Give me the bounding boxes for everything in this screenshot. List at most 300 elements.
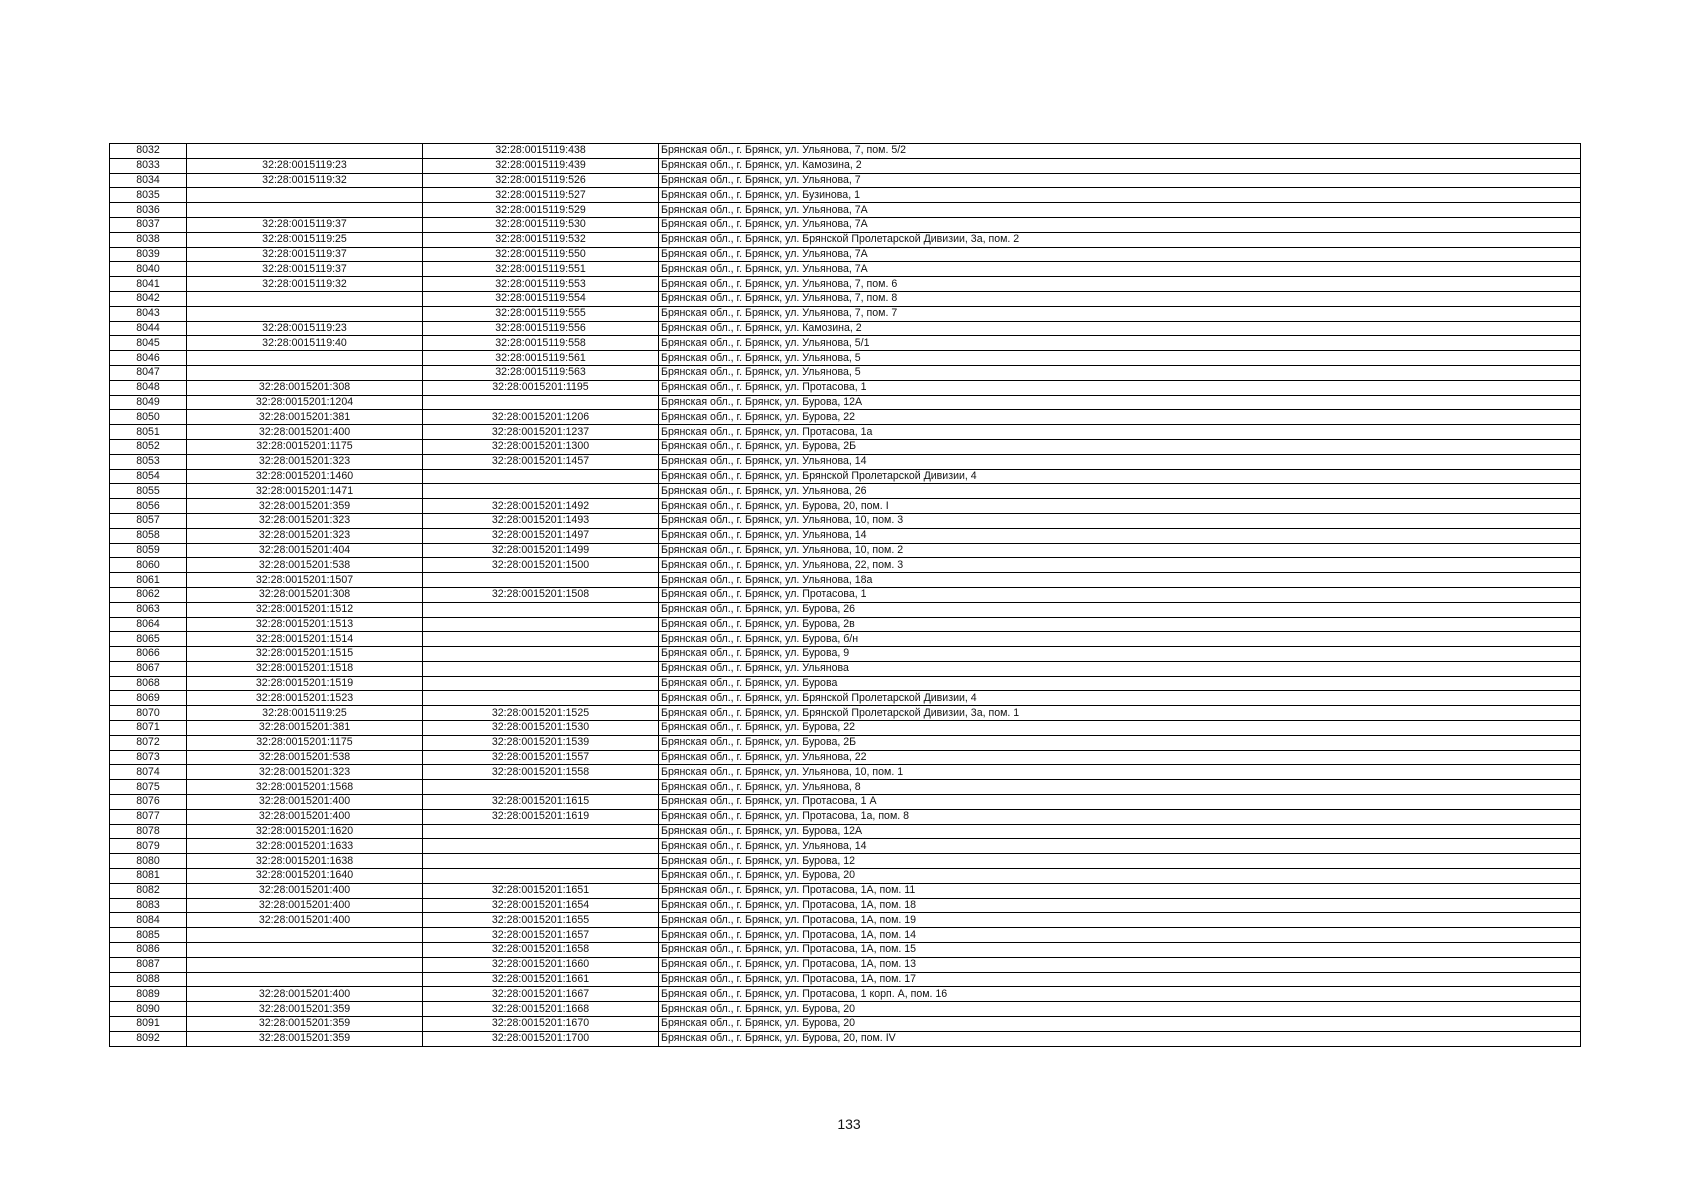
table-row (110, 528, 1581, 543)
cadastral-number-cell: 32:28:0015119:554 (423, 291, 659, 306)
address-cell: Брянская обл., г. Брянск, ул. Бурова, 22 (659, 410, 1581, 425)
table-row (110, 232, 1581, 247)
address-cell: Брянская обл., г. Брянск, ул. Бурова, 20 (659, 1002, 1581, 1017)
row-number-cell: 8080 (110, 854, 187, 869)
cadastral-number-cell: 32:28:0015201:1237 (423, 425, 659, 440)
address-cell: Брянская обл., г. Брянск, ул. Брянской Пролетарской Дивизии, 3а, пом. 1 (659, 706, 1581, 721)
address-cell: Брянская обл., г. Брянск, ул. Бурова, 12А (659, 824, 1581, 839)
table-row (110, 913, 1581, 928)
address-cell: Брянская обл., г. Брянск, ул. Протасова, 1 А (659, 795, 1581, 810)
parent-cadastral-number-cell: 32:28:0015201:404 (187, 543, 423, 558)
cadastral-number-cell: 32:28:0015119:561 (423, 351, 659, 366)
table-row (110, 513, 1581, 528)
address-cell: Брянская обл., г. Брянск, ул. Бурова, 12А (659, 395, 1581, 410)
parent-cadastral-number-cell: 32:28:0015201:400 (187, 883, 423, 898)
table-row (110, 898, 1581, 913)
parent-cadastral-number-cell: 32:28:0015201:323 (187, 454, 423, 469)
table-row (110, 957, 1581, 972)
parent-cadastral-number-cell (187, 957, 423, 972)
parent-cadastral-number-cell (187, 188, 423, 203)
table-row (110, 469, 1581, 484)
table-row (110, 795, 1581, 810)
table-row (110, 395, 1581, 410)
cadastral-number-cell: 32:28:0015201:1492 (423, 499, 659, 514)
address-cell: Брянская обл., г. Брянск, ул. Протасова, 1 (659, 380, 1581, 395)
parent-cadastral-number-cell: 32:28:0015201:359 (187, 1031, 423, 1046)
address-cell: Брянская обл., г. Брянск, ул. Протасова, 1А, пом. 18 (659, 898, 1581, 913)
row-number-cell: 8058 (110, 528, 187, 543)
cadastral-number-cell: 32:28:0015201:1557 (423, 750, 659, 765)
table-row (110, 1017, 1581, 1032)
row-number-cell: 8061 (110, 573, 187, 588)
address-cell: Брянская обл., г. Брянск, ул. Бурова, 2в (659, 617, 1581, 632)
parent-cadastral-number-cell: 32:28:0015201:1513 (187, 617, 423, 632)
table-row (110, 824, 1581, 839)
table-row (110, 883, 1581, 898)
parent-cadastral-number-cell: 32:28:0015201:1523 (187, 691, 423, 706)
page-number: 133 (837, 1116, 861, 1132)
address-cell: Брянская обл., г. Брянск, ул. Ульянова, 7, пом. 5/2 (659, 144, 1581, 159)
parent-cadastral-number-cell (187, 943, 423, 958)
cadastral-number-cell: 32:28:0015201:1658 (423, 943, 659, 958)
cadastral-number-cell: 32:28:0015201:1525 (423, 706, 659, 721)
cadastral-number-cell: 32:28:0015201:1499 (423, 543, 659, 558)
row-number-cell: 8053 (110, 454, 187, 469)
cadastral-number-cell (423, 395, 659, 410)
row-number-cell: 8056 (110, 499, 187, 514)
cadastral-number-cell (423, 469, 659, 484)
row-number-cell: 8070 (110, 706, 187, 721)
row-number-cell: 8089 (110, 987, 187, 1002)
parent-cadastral-number-cell (187, 365, 423, 380)
parent-cadastral-number-cell: 32:28:0015119:25 (187, 706, 423, 721)
table-row (110, 706, 1581, 721)
cadastral-number-cell: 32:28:0015201:1651 (423, 883, 659, 898)
address-cell: Брянская обл., г. Брянск, ул. Бурова, 12 (659, 854, 1581, 869)
row-number-cell: 8049 (110, 395, 187, 410)
address-cell: Брянская обл., г. Брянск, ул. Ульянова, 7А (659, 217, 1581, 232)
parent-cadastral-number-cell: 32:28:0015119:32 (187, 277, 423, 292)
address-cell: Брянская обл., г. Брянск, ул. Ульянова, 8 (659, 780, 1581, 795)
parent-cadastral-number-cell: 32:28:0015201:1633 (187, 839, 423, 854)
table-row (110, 365, 1581, 380)
row-number-cell: 8052 (110, 439, 187, 454)
row-number-cell: 8087 (110, 957, 187, 972)
address-cell: Брянская обл., г. Брянск, ул. Бурова, 20, пом. I (659, 499, 1581, 514)
parent-cadastral-number-cell (187, 291, 423, 306)
row-number-cell: 8040 (110, 262, 187, 277)
cadastral-number-cell: 32:28:0015119:530 (423, 217, 659, 232)
row-number-cell: 8042 (110, 291, 187, 306)
table-row (110, 602, 1581, 617)
parent-cadastral-number-cell: 32:28:0015201:1518 (187, 661, 423, 676)
table-row (110, 972, 1581, 987)
parent-cadastral-number-cell: 32:28:0015201:323 (187, 528, 423, 543)
cadastral-number-cell: 32:28:0015119:439 (423, 158, 659, 173)
address-cell: Брянская обл., г. Брянск, ул. Бурова, б/н (659, 632, 1581, 647)
table-row (110, 587, 1581, 602)
row-number-cell: 8069 (110, 691, 187, 706)
parent-cadastral-number-cell: 32:28:0015119:37 (187, 217, 423, 232)
address-cell: Брянская обл., г. Брянск, ул. Бурова, 20 (659, 1017, 1581, 1032)
parent-cadastral-number-cell: 32:28:0015201:400 (187, 795, 423, 810)
parent-cadastral-number-cell: 32:28:0015201:400 (187, 987, 423, 1002)
row-number-cell: 8068 (110, 676, 187, 691)
cadastral-number-cell: 32:28:0015201:1657 (423, 928, 659, 943)
row-number-cell: 8034 (110, 173, 187, 188)
row-number-cell: 8082 (110, 883, 187, 898)
address-cell: Брянская обл., г. Брянск, ул. Протасова, 1 (659, 587, 1581, 602)
table-row (110, 380, 1581, 395)
table-row (110, 351, 1581, 366)
parent-cadastral-number-cell: 32:28:0015201:1640 (187, 869, 423, 884)
address-cell: Брянская обл., г. Брянск, ул. Ульянова, 7, пом. 7 (659, 306, 1581, 321)
row-number-cell: 8078 (110, 824, 187, 839)
table-row (110, 484, 1581, 499)
row-number-cell: 8065 (110, 632, 187, 647)
address-cell: Брянская обл., г. Брянск, ул. Бурова, 9 (659, 647, 1581, 662)
table-row (110, 632, 1581, 647)
cadastral-number-cell: 32:28:0015201:1497 (423, 528, 659, 543)
address-cell: Брянская обл., г. Брянск, ул. Ульянова, 14 (659, 839, 1581, 854)
parent-cadastral-number-cell (187, 306, 423, 321)
parent-cadastral-number-cell: 32:28:0015119:37 (187, 247, 423, 262)
address-cell: Брянская обл., г. Брянск, ул. Протасова, 1А, пом. 13 (659, 957, 1581, 972)
table-row (110, 1031, 1581, 1046)
cadastral-number-cell: 32:28:0015119:550 (423, 247, 659, 262)
parent-cadastral-number-cell: 32:28:0015201:1460 (187, 469, 423, 484)
parent-cadastral-number-cell: 32:28:0015201:1620 (187, 824, 423, 839)
cadastral-number-cell (423, 661, 659, 676)
cadastral-number-cell (423, 676, 659, 691)
address-cell: Брянская обл., г. Брянск, ул. Бурова, 2Б (659, 439, 1581, 454)
cadastral-number-cell (423, 632, 659, 647)
cadastral-number-cell: 32:28:0015119:532 (423, 232, 659, 247)
cadastral-number-cell: 32:28:0015119:553 (423, 277, 659, 292)
address-cell: Брянская обл., г. Брянск, ул. Ульянова, 5 (659, 365, 1581, 380)
row-number-cell: 8091 (110, 1017, 187, 1032)
row-number-cell: 8077 (110, 809, 187, 824)
cadastral-number-cell: 32:28:0015201:1655 (423, 913, 659, 928)
table-row (110, 291, 1581, 306)
address-cell: Брянская обл., г. Брянск, ул. Бурова (659, 676, 1581, 691)
row-number-cell: 8076 (110, 795, 187, 810)
row-number-cell: 8041 (110, 277, 187, 292)
parent-cadastral-number-cell: 32:28:0015201:1514 (187, 632, 423, 647)
row-number-cell: 8066 (110, 647, 187, 662)
row-number-cell: 8033 (110, 158, 187, 173)
table-row (110, 336, 1581, 351)
cadastral-number-cell: 32:28:0015119:558 (423, 336, 659, 351)
cadastral-number-cell: 32:28:0015119:529 (423, 203, 659, 218)
table-row (110, 750, 1581, 765)
table-row (110, 499, 1581, 514)
cadastral-number-cell: 32:28:0015119:551 (423, 262, 659, 277)
parent-cadastral-number-cell: 32:28:0015201:1471 (187, 484, 423, 499)
address-cell: Брянская обл., г. Брянск, ул. Брянской Пролетарской Дивизии, 4 (659, 469, 1581, 484)
table-row (110, 735, 1581, 750)
cadastral-number-cell: 32:28:0015119:438 (423, 144, 659, 159)
cadastral-number-cell (423, 839, 659, 854)
parent-cadastral-number-cell (187, 203, 423, 218)
table-row (110, 854, 1581, 869)
address-cell: Брянская обл., г. Брянск, ул. Ульянова, 22, пом. 3 (659, 558, 1581, 573)
parent-cadastral-number-cell (187, 928, 423, 943)
address-cell: Брянская обл., г. Брянск, ул. Ульянова, 10, пом. 1 (659, 765, 1581, 780)
parent-cadastral-number-cell: 32:28:0015201:381 (187, 410, 423, 425)
parent-cadastral-number-cell: 32:28:0015201:1638 (187, 854, 423, 869)
table-row (110, 573, 1581, 588)
address-cell: Брянская обл., г. Брянск, ул. Протасова, 1А, пом. 11 (659, 883, 1581, 898)
cadastral-number-cell: 32:28:0015201:1654 (423, 898, 659, 913)
parent-cadastral-number-cell: 32:28:0015201:359 (187, 1002, 423, 1017)
cadastral-number-cell: 32:28:0015201:1206 (423, 410, 659, 425)
parent-cadastral-number-cell: 32:28:0015201:1175 (187, 735, 423, 750)
table-row (110, 277, 1581, 292)
table-row (110, 647, 1581, 662)
parent-cadastral-number-cell (187, 144, 423, 159)
table-row (110, 661, 1581, 676)
cadastral-number-cell: 32:28:0015201:1457 (423, 454, 659, 469)
table-row (110, 454, 1581, 469)
row-number-cell: 8055 (110, 484, 187, 499)
cadastral-number-cell (423, 617, 659, 632)
address-cell: Брянская обл., г. Брянск, ул. Камозина, 2 (659, 158, 1581, 173)
parent-cadastral-number-cell: 32:28:0015201:400 (187, 425, 423, 440)
cadastral-number-cell (423, 484, 659, 499)
row-number-cell: 8090 (110, 1002, 187, 1017)
row-number-cell: 8083 (110, 898, 187, 913)
address-cell: Брянская обл., г. Брянск, ул. Бурова, 20 (659, 869, 1581, 884)
row-number-cell: 8074 (110, 765, 187, 780)
parent-cadastral-number-cell: 32:28:0015201:1515 (187, 647, 423, 662)
parent-cadastral-number-cell: 32:28:0015201:538 (187, 750, 423, 765)
parent-cadastral-number-cell: 32:28:0015201:381 (187, 721, 423, 736)
row-number-cell: 8059 (110, 543, 187, 558)
row-number-cell: 8045 (110, 336, 187, 351)
cadastral-number-cell: 32:28:0015119:555 (423, 306, 659, 321)
parent-cadastral-number-cell: 32:28:0015201:538 (187, 558, 423, 573)
address-cell: Брянская обл., г. Брянск, ул. Брянской Пролетарской Дивизии, 3а, пом. 2 (659, 232, 1581, 247)
row-number-cell: 8043 (110, 306, 187, 321)
cadastral-number-cell: 32:28:0015119:527 (423, 188, 659, 203)
cadastral-number-cell: 32:28:0015201:1615 (423, 795, 659, 810)
cadastral-number-cell: 32:28:0015119:556 (423, 321, 659, 336)
row-number-cell: 8071 (110, 721, 187, 736)
cadastral-number-cell: 32:28:0015201:1667 (423, 987, 659, 1002)
parent-cadastral-number-cell: 32:28:0015119:40 (187, 336, 423, 351)
cadastral-number-cell: 32:28:0015119:563 (423, 365, 659, 380)
row-number-cell: 8062 (110, 587, 187, 602)
cadastral-number-cell: 32:28:0015201:1500 (423, 558, 659, 573)
parent-cadastral-number-cell: 32:28:0015201:308 (187, 587, 423, 602)
parent-cadastral-number-cell: 32:28:0015201:1204 (187, 395, 423, 410)
table-row (110, 617, 1581, 632)
table-row (110, 780, 1581, 795)
row-number-cell: 8081 (110, 869, 187, 884)
cadastral-number-cell: 32:28:0015201:1195 (423, 380, 659, 395)
cadastral-number-cell: 32:28:0015201:1700 (423, 1031, 659, 1046)
table-row (110, 439, 1581, 454)
parent-cadastral-number-cell: 32:28:0015201:308 (187, 380, 423, 395)
parent-cadastral-number-cell: 32:28:0015119:25 (187, 232, 423, 247)
table-row (110, 928, 1581, 943)
cadastral-number-cell: 32:28:0015201:1493 (423, 513, 659, 528)
row-number-cell: 8057 (110, 513, 187, 528)
address-cell: Брянская обл., г. Брянск, ул. Протасова, 1 корп. А, пом. 16 (659, 987, 1581, 1002)
cadastral-number-cell: 32:28:0015201:1660 (423, 957, 659, 972)
table-row (110, 158, 1581, 173)
address-cell: Брянская обл., г. Брянск, ул. Ульянова, 14 (659, 528, 1581, 543)
row-number-cell: 8037 (110, 217, 187, 232)
cadastral-number-cell: 32:28:0015201:1619 (423, 809, 659, 824)
row-number-cell: 8044 (110, 321, 187, 336)
cadastral-number-cell: 32:28:0015201:1668 (423, 1002, 659, 1017)
parent-cadastral-number-cell: 32:28:0015201:400 (187, 809, 423, 824)
address-cell: Брянская обл., г. Брянск, ул. Ульянова, 7, пом. 6 (659, 277, 1581, 292)
parent-cadastral-number-cell: 32:28:0015201:400 (187, 913, 423, 928)
address-cell: Брянская обл., г. Брянск, ул. Ульянова, 10, пом. 2 (659, 543, 1581, 558)
table-row (110, 765, 1581, 780)
address-cell: Брянская обл., г. Брянск, ул. Ульянова, 18а (659, 573, 1581, 588)
registry-table-body (110, 144, 1581, 1047)
cadastral-number-cell (423, 602, 659, 617)
row-number-cell: 8085 (110, 928, 187, 943)
address-cell: Брянская обл., г. Брянск, ул. Протасова, 1а (659, 425, 1581, 440)
address-cell: Брянская обл., г. Брянск, ул. Ульянова, 5 (659, 351, 1581, 366)
address-cell: Брянская обл., г. Брянск, ул. Протасова, 1А, пом. 19 (659, 913, 1581, 928)
parent-cadastral-number-cell: 32:28:0015201:359 (187, 1017, 423, 1032)
row-number-cell: 8088 (110, 972, 187, 987)
table-row (110, 543, 1581, 558)
table-row (110, 943, 1581, 958)
address-cell: Брянская обл., г. Брянск, ул. Бурова, 22 (659, 721, 1581, 736)
registry-table (109, 143, 1581, 1047)
table-row (110, 839, 1581, 854)
address-cell: Брянская обл., г. Брянск, ул. Протасова, 1А, пом. 15 (659, 943, 1581, 958)
parent-cadastral-number-cell: 32:28:0015119:37 (187, 262, 423, 277)
row-number-cell: 8079 (110, 839, 187, 854)
row-number-cell: 8047 (110, 365, 187, 380)
address-cell: Брянская обл., г. Брянск, ул. Бурова, 26 (659, 602, 1581, 617)
parent-cadastral-number-cell: 32:28:0015201:1512 (187, 602, 423, 617)
row-number-cell: 8032 (110, 144, 187, 159)
row-number-cell: 8073 (110, 750, 187, 765)
address-cell: Брянская обл., г. Брянск, ул. Брянской Пролетарской Дивизии, 4 (659, 691, 1581, 706)
table-row (110, 321, 1581, 336)
parent-cadastral-number-cell: 32:28:0015201:323 (187, 765, 423, 780)
table-row (110, 247, 1581, 262)
row-number-cell: 8048 (110, 380, 187, 395)
cadastral-number-cell: 32:28:0015201:1670 (423, 1017, 659, 1032)
row-number-cell: 8051 (110, 425, 187, 440)
address-cell: Брянская обл., г. Брянск, ул. Ульянова, 10, пом. 3 (659, 513, 1581, 528)
parent-cadastral-number-cell: 32:28:0015201:1175 (187, 439, 423, 454)
parent-cadastral-number-cell (187, 972, 423, 987)
table-row (110, 809, 1581, 824)
table-row (110, 306, 1581, 321)
parent-cadastral-number-cell: 32:28:0015119:32 (187, 173, 423, 188)
row-number-cell: 8060 (110, 558, 187, 573)
cadastral-number-cell (423, 691, 659, 706)
address-cell: Брянская обл., г. Брянск, ул. Ульянова, 5/1 (659, 336, 1581, 351)
table-row (110, 691, 1581, 706)
parent-cadastral-number-cell: 32:28:0015201:400 (187, 898, 423, 913)
table-row (110, 144, 1581, 159)
row-number-cell: 8046 (110, 351, 187, 366)
table-row (110, 410, 1581, 425)
table-row (110, 203, 1581, 218)
row-number-cell: 8067 (110, 661, 187, 676)
address-cell: Брянская обл., г. Брянск, ул. Бурова, 20, пом. IV (659, 1031, 1581, 1046)
address-cell: Брянская обл., г. Брянск, ул. Ульянова, 7А (659, 203, 1581, 218)
table-row (110, 987, 1581, 1002)
address-cell: Брянская обл., г. Брянск, ул. Камозина, 2 (659, 321, 1581, 336)
address-cell: Брянская обл., г. Брянск, ул. Протасова, 1а, пом. 8 (659, 809, 1581, 824)
address-cell: Брянская обл., г. Брянск, ул. Ульянова, 26 (659, 484, 1581, 499)
cadastral-number-cell (423, 824, 659, 839)
parent-cadastral-number-cell: 32:28:0015201:1507 (187, 573, 423, 588)
row-number-cell: 8039 (110, 247, 187, 262)
table-row (110, 173, 1581, 188)
row-number-cell: 8092 (110, 1031, 187, 1046)
table-row (110, 188, 1581, 203)
table-row (110, 1002, 1581, 1017)
parent-cadastral-number-cell: 32:28:0015119:23 (187, 158, 423, 173)
cadastral-number-cell (423, 869, 659, 884)
row-number-cell: 8063 (110, 602, 187, 617)
row-number-cell: 8035 (110, 188, 187, 203)
parent-cadastral-number-cell: 32:28:0015201:1568 (187, 780, 423, 795)
parent-cadastral-number-cell (187, 351, 423, 366)
row-number-cell: 8086 (110, 943, 187, 958)
parent-cadastral-number-cell: 32:28:0015201:323 (187, 513, 423, 528)
row-number-cell: 8036 (110, 203, 187, 218)
row-number-cell: 8064 (110, 617, 187, 632)
address-cell: Брянская обл., г. Брянск, ул. Бузинова, 1 (659, 188, 1581, 203)
address-cell: Брянская обл., г. Брянск, ул. Ульянова (659, 661, 1581, 676)
address-cell: Брянская обл., г. Брянск, ул. Ульянова, 7, пом. 8 (659, 291, 1581, 306)
row-number-cell: 8038 (110, 232, 187, 247)
row-number-cell: 8084 (110, 913, 187, 928)
address-cell: Брянская обл., г. Брянск, ул. Бурова, 2Б (659, 735, 1581, 750)
cadastral-number-cell (423, 780, 659, 795)
table-row (110, 721, 1581, 736)
cadastral-number-cell: 32:28:0015119:526 (423, 173, 659, 188)
address-cell: Брянская обл., г. Брянск, ул. Протасова, 1А, пом. 14 (659, 928, 1581, 943)
table-row (110, 869, 1581, 884)
table-row (110, 425, 1581, 440)
parent-cadastral-number-cell: 32:28:0015119:23 (187, 321, 423, 336)
cadastral-number-cell: 32:28:0015201:1558 (423, 765, 659, 780)
cadastral-number-cell: 32:28:0015201:1530 (423, 721, 659, 736)
table-row (110, 676, 1581, 691)
row-number-cell: 8075 (110, 780, 187, 795)
address-cell: Брянская обл., г. Брянск, ул. Протасова, 1А, пом. 17 (659, 972, 1581, 987)
table-row (110, 262, 1581, 277)
table-row (110, 558, 1581, 573)
row-number-cell: 8072 (110, 735, 187, 750)
address-cell: Брянская обл., г. Брянск, ул. Ульянова, 7 (659, 173, 1581, 188)
address-cell: Брянская обл., г. Брянск, ул. Ульянова, 22 (659, 750, 1581, 765)
row-number-cell: 8054 (110, 469, 187, 484)
cadastral-number-cell (423, 573, 659, 588)
cadastral-number-cell: 32:28:0015201:1661 (423, 972, 659, 987)
cadastral-number-cell: 32:28:0015201:1539 (423, 735, 659, 750)
address-cell: Брянская обл., г. Брянск, ул. Ульянова, 14 (659, 454, 1581, 469)
parent-cadastral-number-cell: 32:28:0015201:359 (187, 499, 423, 514)
cadastral-number-cell (423, 854, 659, 869)
